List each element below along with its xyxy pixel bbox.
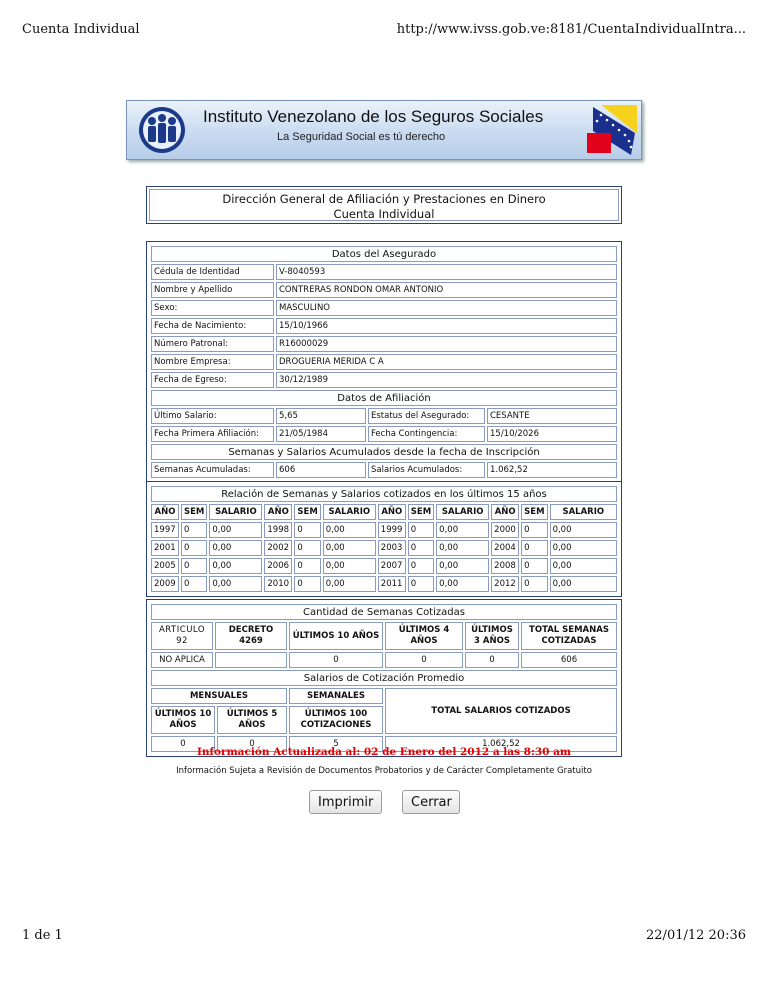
column-header: ÚLTIMOS 5 AÑOS	[217, 706, 287, 734]
legal-note: Información Sujeta a Revisión de Documentos Probatorios y de Carácter Completamente Gratuito	[176, 766, 592, 776]
cell-year: 2012	[491, 576, 519, 592]
cell-weeks: 0	[521, 522, 547, 538]
field-value-id: V-8040593	[276, 264, 617, 280]
print-page-title: Cuenta Individual	[22, 22, 140, 37]
cell-salary: 0,00	[209, 558, 262, 574]
field-value-last-salary: 5,65	[276, 408, 366, 424]
heading-box	[146, 186, 622, 224]
cell-weeks: 0	[294, 522, 320, 538]
cell-year: 2002	[264, 540, 292, 556]
column-header: ARTICULO 92	[151, 622, 213, 650]
cell-year: 2010	[264, 576, 292, 592]
close-button[interactable]: Cerrar	[402, 790, 460, 814]
table-row	[151, 462, 617, 478]
table-cell: 0	[217, 736, 287, 752]
cell-salary: 0,00	[323, 522, 376, 538]
column-header-weeks: SEM	[408, 504, 434, 520]
cell-salary: 0,00	[209, 576, 262, 592]
cell-salary: 0,00	[436, 540, 489, 556]
cell-weeks: 0	[521, 540, 547, 556]
field-label: Fecha de Egreso:	[151, 372, 274, 388]
section-title-insured: Datos del Asegurado	[151, 246, 617, 262]
print-url: http://www.ivss.gob.ve:8181/CuentaIndividualIntra...	[396, 22, 746, 37]
table-row	[151, 336, 617, 352]
cell-salary: 0,00	[323, 558, 376, 574]
table-row	[151, 652, 617, 668]
field-value-exit-date: 30/12/1989	[276, 372, 617, 388]
field-value-name: CONTRERAS RONDON OMAR ANTONIO	[276, 282, 617, 298]
insured-data-panel	[146, 241, 622, 483]
table-cell	[215, 652, 287, 668]
column-header: ÚLTIMOS 3 AÑOS	[465, 622, 519, 650]
print-page-number: 1 de 1	[22, 928, 63, 943]
column-header: ÚLTIMOS 10 AÑOS	[151, 706, 215, 734]
field-value-sex: MASCULINO	[276, 300, 617, 316]
table-row	[151, 264, 617, 280]
field-label: Fecha Primera Afiliación:	[151, 426, 274, 442]
ivss-banner	[126, 100, 642, 160]
field-label: Nombre Empresa:	[151, 354, 274, 370]
table-cell: 5	[289, 736, 383, 752]
table-row	[151, 300, 617, 316]
column-header-year: AÑO	[491, 504, 519, 520]
cell-salary: 0,00	[550, 540, 617, 556]
cell-year: 2011	[378, 576, 406, 592]
column-header-total-salaries: TOTAL SALARIOS COTIZADOS	[385, 688, 617, 734]
section-title-affiliation: Datos de Afiliación	[151, 390, 617, 406]
cell-salary: 0,00	[550, 558, 617, 574]
table-row	[151, 576, 617, 592]
column-header-year: AÑO	[378, 504, 406, 520]
column-header-weekly: SEMANALES	[289, 688, 383, 704]
table-header-row	[151, 504, 617, 520]
cell-salary: 0,00	[209, 522, 262, 538]
table-row	[151, 558, 617, 574]
field-value-status: CESANTE	[487, 408, 617, 424]
field-label: Número Patronal:	[151, 336, 274, 352]
cell-year: 2005	[151, 558, 179, 574]
column-header: ÚLTIMOS 10 AÑOS	[289, 622, 383, 650]
table-header-row	[151, 622, 617, 650]
cell-weeks: 0	[181, 558, 207, 574]
cell-year: 2000	[491, 522, 519, 538]
section-title-contributions: Relación de Semanas y Salarios cotizados en los últimos 15 años	[151, 486, 617, 502]
cell-weeks: 0	[408, 540, 434, 556]
print-button[interactable]: Imprimir	[309, 790, 382, 814]
column-header-weeks: SEM	[181, 504, 207, 520]
contributions-table	[149, 484, 619, 594]
weeks-count-panel	[146, 599, 622, 757]
update-notice: Información Actualizada al: 02 de Enero del 2012 a las 8:30 am	[196, 746, 572, 758]
table-cell: NO APLICA	[151, 652, 213, 668]
section-title-weeks: Cantidad de Semanas Cotizadas	[151, 604, 617, 620]
banner-title: Instituto Venezolano de los Seguros Sociales	[203, 107, 544, 126]
table-row	[151, 540, 617, 556]
table-cell: 0	[465, 652, 519, 668]
column-header: DECRETO 4269	[215, 622, 287, 650]
field-value-birthdate: 15/10/1966	[276, 318, 617, 334]
cell-weeks: 0	[408, 522, 434, 538]
cell-year: 2009	[151, 576, 179, 592]
field-label: Fecha de Nacimiento:	[151, 318, 274, 334]
heading-direction: Dirección General de Afiliación y Prestaciones en Dinero	[222, 192, 546, 206]
field-label: Salarios Acumulados:	[368, 462, 485, 478]
table-cell: 0	[289, 652, 383, 668]
table-row	[151, 372, 617, 388]
cell-weeks: 0	[408, 558, 434, 574]
column-header-salary: SALARIO	[436, 504, 489, 520]
field-label: Último Salario:	[151, 408, 274, 424]
cell-year: 2001	[151, 540, 179, 556]
section-title-accumulated: Semanas y Salarios Acumulados desde la fecha de Inscripción	[151, 444, 617, 460]
section-title-salaries: Salarios de Cotización Promedio	[151, 670, 617, 686]
cell-weeks: 0	[521, 558, 547, 574]
field-value-weeks: 606	[276, 462, 366, 478]
cell-weeks: 0	[294, 558, 320, 574]
field-label: Cédula de Identidad	[151, 264, 274, 280]
table-row	[151, 426, 617, 442]
table-row	[151, 354, 617, 370]
weeks-count-table	[149, 602, 619, 670]
field-label: Fecha Contingencia:	[368, 426, 485, 442]
column-header: TOTAL SEMANAS COTIZADAS	[521, 622, 617, 650]
column-header: ÚLTIMOS 100 COTIZACIONES	[289, 706, 383, 734]
field-value-company: DROGUERIA MERIDA C A	[276, 354, 617, 370]
cell-salary: 0,00	[550, 522, 617, 538]
insured-data-table	[149, 244, 619, 480]
column-header-salary: SALARIO	[323, 504, 376, 520]
cell-salary: 0,00	[436, 558, 489, 574]
cell-year: 2006	[264, 558, 292, 574]
cell-salary: 0,00	[323, 540, 376, 556]
table-row	[151, 318, 617, 334]
field-value-salaries: 1.062,52	[487, 462, 617, 478]
table-cell: 606	[521, 652, 617, 668]
column-header-weeks: SEM	[294, 504, 320, 520]
cell-salary: 0,00	[436, 576, 489, 592]
table-header-row	[151, 688, 617, 704]
cell-year: 1998	[264, 522, 292, 538]
field-label: Sexo:	[151, 300, 274, 316]
field-label: Estatus del Asegurado:	[368, 408, 485, 424]
cell-salary: 0,00	[436, 522, 489, 538]
cell-year: 2007	[378, 558, 406, 574]
cell-salary: 0,00	[323, 576, 376, 592]
column-header-year: AÑO	[151, 504, 179, 520]
cell-year: 2008	[491, 558, 519, 574]
table-cell: 0	[385, 652, 463, 668]
cell-salary: 0,00	[209, 540, 262, 556]
table-row	[151, 522, 617, 538]
table-row	[151, 282, 617, 298]
column-header-weeks: SEM	[521, 504, 547, 520]
venezuela-flag-icon	[585, 103, 637, 155]
contributions-panel	[146, 481, 622, 597]
cell-weeks: 0	[181, 576, 207, 592]
field-label: Semanas Acumuladas:	[151, 462, 274, 478]
field-value-first-affiliation: 21/05/1984	[276, 426, 366, 442]
ivss-logo-icon	[137, 105, 187, 155]
table-cell-total: 1.062,52	[385, 736, 617, 752]
column-header-salary: SALARIO	[550, 504, 617, 520]
cell-weeks: 0	[181, 522, 207, 538]
table-row	[151, 408, 617, 424]
column-header-monthly: MENSUALES	[151, 688, 287, 704]
column-header: ÚLTIMOS 4 AÑOS	[385, 622, 463, 650]
cell-weeks: 0	[181, 540, 207, 556]
cell-year: 1999	[378, 522, 406, 538]
column-header-salary: SALARIO	[209, 504, 262, 520]
table-cell: 0	[151, 736, 215, 752]
cell-year: 1997	[151, 522, 179, 538]
cell-weeks: 0	[294, 576, 320, 592]
banner-subtitle: La Seguridad Social es tú derecho	[277, 131, 446, 143]
salary-average-table	[149, 668, 619, 754]
field-value-employer-number: R16000029	[276, 336, 617, 352]
field-value-contingency: 15/10/2026	[487, 426, 617, 442]
cell-salary: 0,00	[550, 576, 617, 592]
cell-year: 2003	[378, 540, 406, 556]
cell-weeks: 0	[408, 576, 434, 592]
cell-year: 2004	[491, 540, 519, 556]
print-datetime: 22/01/12 20:36	[646, 928, 746, 943]
heading-document: Cuenta Individual	[333, 207, 435, 221]
cell-weeks: 0	[521, 576, 547, 592]
cell-weeks: 0	[294, 540, 320, 556]
field-label: Nombre y Apellido	[151, 282, 274, 298]
column-header-year: AÑO	[264, 504, 292, 520]
